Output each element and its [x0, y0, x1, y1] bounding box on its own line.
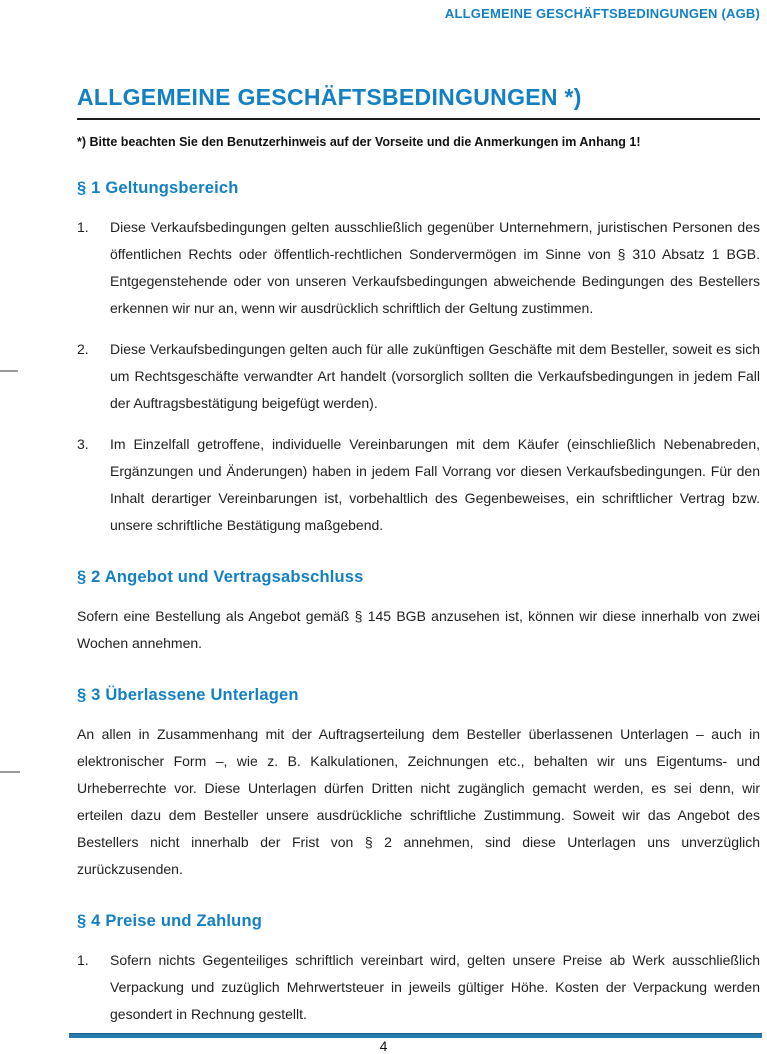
agb-section — [77, 177, 760, 539]
section-heading: § 2 Angebot und Vertragsabschluss — [77, 568, 364, 586]
agb-section — [77, 684, 760, 883]
section-heading: § 1 Geltungsbereich — [77, 179, 239, 197]
numbered-paragraph — [77, 947, 760, 1028]
numbered-paragraph — [77, 336, 760, 417]
paragraph-number: 2. — [77, 341, 89, 357]
title-divider — [77, 118, 760, 120]
paragraph-text: Sofern eine Bestellung als Angebot gemäß § 145 BGB anzusehen ist, können wir diese innerhalb von zwei Wochen annehmen. — [77, 608, 760, 651]
paragraph-text: Diese Verkaufsbedingungen gelten ausschließlich gegenüber Unternehmern, juristischen Personen des öffentlichen Rechts oder öffentlich-rechtlichen Sondervermögen im Sinne von § 310 Absatz 1 BGB. Entgegenstehende oder von unseren Verkaufsbedingungen abweichende Bedingungen des Bestellers erkennen wir nur an, wenn wir ausdrücklich schriftlich der Geltung zustimmen. — [110, 219, 760, 316]
section-heading: § 4 Preise und Zahlung — [77, 912, 263, 930]
section-heading: § 3 Überlassene Unterlagen — [77, 686, 299, 704]
document-title: ALLGEMEINE GESCHÄFTSBEDINGUNGEN *) — [77, 84, 582, 110]
paragraph-number: 1. — [77, 952, 89, 968]
paragraph — [77, 603, 760, 657]
paragraph-text: Sofern nichts Gegenteiliges schriftlich vereinbart wird, gelten unsere Preise ab Werk ausschließlich Verpackung und zuzüglich Mehrwertsteuer in jeweils gültiger Höhe. Kosten der Verpackung werden gesondert in Rechnung gestellt. — [110, 952, 760, 1022]
fold-mark — [0, 370, 18, 372]
numbered-paragraph — [77, 214, 760, 322]
fold-mark — [0, 771, 20, 773]
agb-section — [77, 566, 760, 657]
paragraph-number: 1. — [77, 219, 89, 235]
paragraph-text: Diese Verkaufsbedingungen gelten auch für alle zukünftigen Geschäfte mit dem Besteller, soweit es sich um Rechtsgeschäfte verwandter Art handelt (vorsorglich sollten die Verkaufsbedingungen in jedem Fall der Auftragsbestätigung beigefügt werden). — [110, 341, 760, 411]
running-header: ALLGEMEINE GESCHÄFTSBEDINGUNGEN (AGB) — [444, 6, 760, 21]
document-content — [77, 0, 760, 1028]
paragraph-text: Im Einzelfall getroffene, individuelle Vereinbarungen mit dem Käufer (einschließlich Nebenabreden, Ergänzungen und Änderungen) haben in jedem Fall Vorrang vor diesen Verkaufsbedingungen. Für den Inhalt derartiger Vereinbarungen ist, vorbehaltlich des Gegenbeweises, ein schriftlicher Vertrag bzw. unsere schriftliche Bestätigung maßgebend. — [110, 436, 760, 533]
paragraph — [77, 721, 760, 883]
sections-container — [77, 177, 760, 1028]
numbered-paragraph — [77, 431, 760, 539]
footnote-text: *) Bitte beachten Sie den Benutzerhinweis auf der Vorseite und die Anmerkungen im Anhang 1! — [77, 135, 641, 149]
agb-section — [77, 910, 760, 1028]
paragraph-number: 3. — [77, 436, 89, 452]
page-footer — [0, 1033, 767, 1054]
paragraph-text: An allen in Zusammenhang mit der Auftragserteilung dem Besteller überlassenen Unterlagen – auch in elektronischer Form –, wie z. B. Kalkulationen, Zeichnungen etc., behalten wir uns Eigentums- und Urheberrechte vor. Diese Unterlagen dürfen Dritten nicht zugänglich gemacht werden, es sei denn, wir erteilen dazu dem Besteller unsere ausdrückliche schriftliche Zustimmung. Soweit wir das Angebot des Bestellers nicht innerhalb der Frist von § 2 annehmen, sind diese Unterlagen uns unverzüglich zurückzusenden. — [77, 726, 760, 877]
page-number: 4 — [379, 1038, 388, 1054]
